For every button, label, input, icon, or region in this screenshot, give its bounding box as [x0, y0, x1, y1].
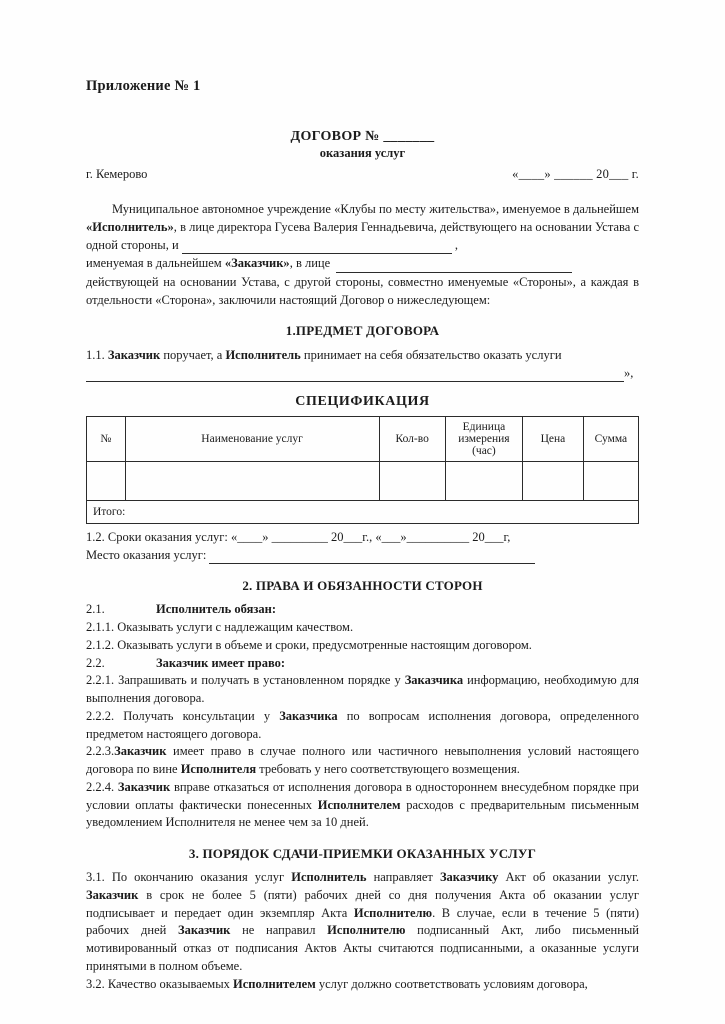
clause-2-2-1-c: информацию, необходимую для выполнения договора.: [86, 673, 640, 705]
clause-2-1-num: 2.1.: [86, 602, 105, 617]
clause-2-1-2: 2.1.2. Оказывать услуги в объеме и сроки, предусмотренные настоящим договором.: [86, 637, 532, 652]
clause-2-2-2-c: по вопросам исполнения договора, определенного предметом настоящего договора.: [86, 708, 639, 741]
city-date-row: [86, 167, 639, 182]
table-header-row: [87, 417, 639, 462]
specification-title: СПЕЦИФИКАЦИЯ: [295, 394, 430, 409]
clause-1-1-num: 1.1.: [86, 347, 108, 362]
clause-2-2-4-customer: Заказчик: [117, 779, 171, 794]
clause-1-1-tail: »,: [624, 365, 634, 380]
clause-3-1-customer-2: Заказчик: [178, 923, 231, 938]
clause-2-1-1: 2.1.1. Оказывать услуги с надлежащим качеством.: [86, 620, 354, 634]
clause-1-1-c: поручает, а: [160, 347, 226, 362]
column-header-number: №: [87, 417, 126, 462]
column-header-quantity: Кол-во: [379, 417, 445, 462]
clause-3-1-k: не направил: [230, 923, 328, 938]
preamble-p1-a: Муниципальное автономное учреждение «Клубы по месту жительства», именуемое в дальнейшем: [112, 202, 639, 216]
contract-number-line: [86, 129, 639, 145]
specification-table: [86, 416, 639, 524]
cell-price[interactable]: [523, 462, 584, 501]
contract-number-label: ДОГОВОР №: [290, 129, 380, 144]
clause-place-of-service: [86, 546, 639, 564]
preamble-p1-performer: «Исполнитель»: [86, 220, 174, 235]
cell-number[interactable]: [87, 462, 126, 501]
clause-3-1-m: подписанный Акт, либо письменный мотивированный отказ от подписания Актов Акты считаются подписанными, а оказанные услуги принятыми в полном объеме.: [86, 923, 639, 973]
clause-2-2-3-e: требовать у него соответствующего возмещения.: [256, 762, 520, 776]
contract-subtitle: оказания услуг: [319, 146, 406, 160]
preamble-p1-c: , в лице директора Гусева Валерия Геннадьевича, действующего на основании Устава с одной стороны, и: [86, 220, 639, 253]
date-blank: «____» ______ 20___ г.: [512, 167, 639, 181]
clause-1-1-e: принимает на себя обязательство оказать услуги: [300, 347, 562, 362]
clause-2-2-4-c: вправе отказаться от исполнения договора в одностороннем внесудебном порядке при условии оплаты фактически понесенных: [86, 779, 639, 812]
place-of-service-blank: [209, 553, 535, 565]
preamble-paragraph-2: [86, 254, 639, 272]
preamble-paragraph-3: действующей на основании Устава, с другой стороны, совместно именуемые «Стороны», а каждая в отдельности «Сторона», заключили настоящий Договор о нижеследующем:: [86, 274, 639, 307]
clause-3-1-a: 3.1. По окончанию оказания услуг: [86, 870, 292, 884]
section-2-title: 2. ПРАВА И ОБЯЗАННОСТИ СТОРОН: [242, 578, 483, 594]
clause-1-1-blank-line: [86, 364, 639, 382]
clause-2-2-1-a: 2.2.1. Запрашивать и получать в установленном порядке у: [86, 673, 405, 688]
clause-3-1-customer: Заказчик: [86, 887, 139, 902]
clause-2-2-4: [86, 779, 639, 832]
clause-2-2-3-c: имеет право в случае полного или частичного невыполнения условий настоящего договора по вине: [86, 744, 639, 776]
place-of-service-label: Место оказания услуг:: [86, 548, 210, 563]
clause-2-2-4-e: расходов с предварительным письменным уведомлением Исполнителя не менее чем за 10 дней.: [86, 797, 639, 830]
table-total-row: [87, 501, 639, 524]
column-header-sum: Сумма: [583, 417, 638, 462]
clause-2-2-2-a: 2.2.2. Получать консультации у: [86, 708, 280, 723]
clause-3-2-a: 3.2. Качество оказываемых: [86, 976, 233, 991]
clause-2-2-num: 2.2.: [86, 655, 105, 670]
contract-number-blank: _______: [383, 129, 435, 144]
clause-2-2-3-performer: Исполнителя: [180, 762, 257, 776]
clause-2-2-3-customer: Заказчик: [114, 744, 167, 759]
preamble-p2-a: именуемая в дальнейшем: [86, 256, 225, 271]
section-1-title: 1.ПРЕДМЕТ ДОГОВОРА: [285, 322, 440, 338]
city-label: г. Кемерово: [86, 167, 148, 181]
preamble-p2-c: , в лице: [289, 256, 331, 271]
column-header-service-name: Наименование услуг: [125, 417, 379, 462]
preamble-comma-1: ,: [451, 238, 459, 253]
clause-3-1-e: Акт об оказании услуг.: [498, 870, 639, 884]
clause-1-1: [86, 346, 639, 364]
clause-1-2: 1.2. Сроки оказания услуг: «____» _________ 20___г., «___»__________ 20___г,: [86, 530, 511, 544]
preamble-blank-2: [336, 261, 572, 273]
clause-2-2-4-performer: Исполнителем: [317, 797, 401, 812]
clause-1-1-blank: [86, 370, 624, 382]
cell-unit[interactable]: [445, 462, 522, 501]
clause-3-1-i: . В случае, если в течение 5 (пяти) рабочих дней: [86, 905, 639, 938]
cell-quantity[interactable]: [379, 462, 445, 501]
cell-sum[interactable]: [583, 462, 638, 501]
clause-3-1-g: в срок не более 5 (пяти) рабочих дней со дня получения Акта об оказании услуг подписывает и передает один экземпляр Акта: [86, 887, 639, 920]
column-header-unit: Единица измерения (час): [445, 417, 522, 462]
total-label: Итого:: [87, 501, 639, 524]
clause-2-2-4-a: 2.2.4.: [86, 779, 118, 794]
clause-2-2-1: [86, 672, 639, 708]
clause-3-1-customer-dative: Заказчику: [439, 870, 499, 884]
section-3-title: 3. ПОРЯДОК СДАЧИ-ПРИЕМКИ ОКАЗАННЫХ УСЛУГ: [188, 846, 537, 861]
table-row: [87, 462, 639, 501]
clause-3-2-c: услуг должно соответствовать условиям договора,: [315, 976, 588, 991]
clause-2-2-heading: [86, 655, 639, 673]
clause-1-1-performer: Исполнитель: [225, 347, 301, 362]
clause-2-1-heading: [86, 601, 639, 619]
clause-2-2-3: [86, 743, 639, 779]
clause-2-1-text: Исполнитель обязан:: [156, 602, 277, 617]
clause-3-1-c: направляет: [366, 870, 440, 884]
cell-service-name[interactable]: [125, 462, 379, 501]
clause-1-1-customer: Заказчик: [107, 347, 161, 362]
clause-2-2-2-customer: Заказчика: [279, 708, 338, 723]
clause-2-2-text: Заказчик имеет право:: [156, 655, 286, 670]
clause-3-1-performer: Исполнитель: [291, 870, 367, 884]
clause-3-2: [86, 976, 639, 994]
preamble-p2-customer: «Заказчик»: [224, 256, 290, 271]
column-header-price: Цена: [523, 417, 584, 462]
contract-heading: [86, 129, 639, 161]
preamble-blank-1: [182, 243, 452, 255]
preamble-paragraph-1: [86, 200, 639, 254]
clause-2-2-3-a: 2.2.3.: [86, 744, 115, 759]
document-body: [86, 78, 639, 993]
clause-2-2-1-customer: Заказчика: [404, 673, 464, 688]
clause-3-2-performer: Исполнителем: [232, 976, 316, 991]
clause-3-1-performer-dative-2: Исполнителю: [327, 923, 406, 938]
clause-3-1: [86, 869, 639, 976]
clause-2-2-2: [86, 708, 639, 744]
appendix-title: Приложение № 1: [86, 78, 201, 94]
clause-3-1-performer-dative: Исполнителю: [353, 905, 433, 920]
